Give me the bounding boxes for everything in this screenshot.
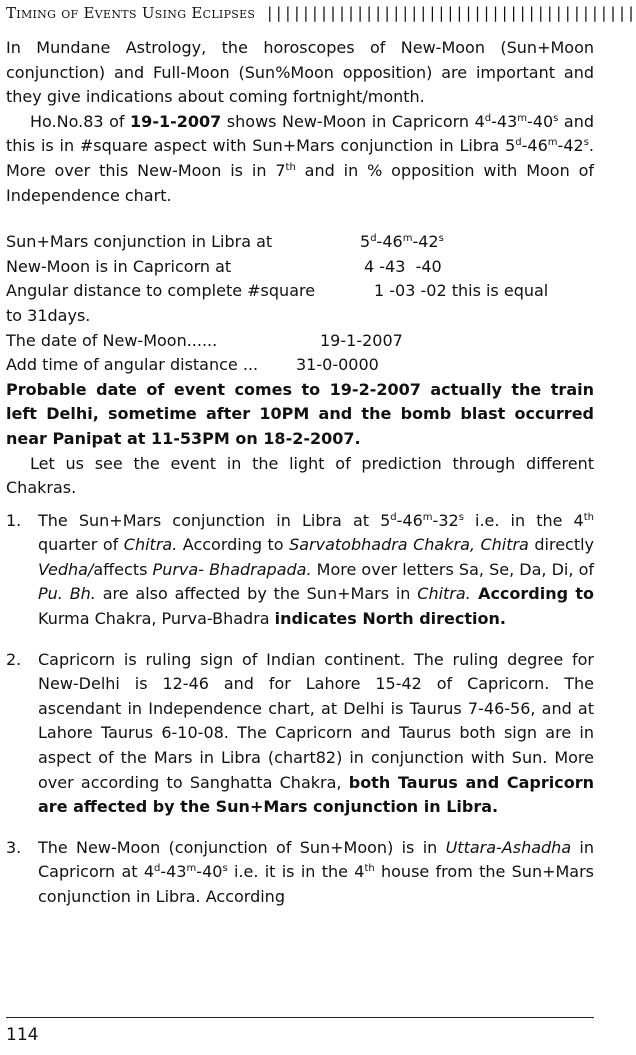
calc-row: New-Moon is in Capricorn at 4 -43 -40 bbox=[6, 256, 442, 276]
paragraph-new-moon: Ho.No.83 of 19-1-2007 shows New-Moon in Capricorn 4$^d$-43$^m$-40$^s$ and this is in #square aspect with Sun+Mars conjunction in Libra 5$^d$-46$^m$-42$^s$. More over this New-Moon is in 7th and in % opposition with Moon of Independence chart. bbox=[6, 111, 595, 205]
calc-row: Angular distance to complete #square 1 -03 -02 this is equal bbox=[6, 281, 549, 301]
paragraph-intro: In Mundane Astrology, the horoscopes of New-Moon (Sun+Moon conjunction) and Full-Moon (Sun%Moon opposition) are important and they give indications about coming fortnight/month. bbox=[6, 38, 594, 107]
page-number: 114 bbox=[6, 1025, 39, 1045]
spacer bbox=[6, 820, 594, 836]
spacer bbox=[6, 501, 594, 509]
paragraph-chakras: Let us see the event in the light of prediction through different Chakras. bbox=[6, 453, 594, 498]
calc-row: to 31days. bbox=[6, 305, 91, 325]
spacer bbox=[6, 632, 594, 648]
header-title: Timing of Events Using Eclipses bbox=[6, 4, 256, 22]
spacer bbox=[6, 208, 594, 230]
page-body bbox=[6, 36, 594, 910]
calc-row: The date of New-Moon...... 19-1-2007 bbox=[6, 330, 403, 350]
running-header bbox=[6, 4, 636, 26]
calc-row: Sun+Mars conjunction in Libra at 5$^d$-46$^m$-42$^s$ bbox=[6, 232, 444, 252]
calc-row: Add time of angular distance ... 31-0-0000 bbox=[6, 355, 379, 375]
header-rule: ||||||||||||||||||||||||||||||||||||||||| bbox=[265, 4, 636, 22]
probable-date-paragraph: Probable date of event comes to 19-2-2007 actually the train left Delhi, sometime after 10PM and the bomb blast occurred near Panipat at 11-53PM on 18-2-2007. bbox=[6, 379, 594, 448]
list-item: 3. The New-Moon (conjunction of Sun+Moon) is in Uttara-Ashadha in Capricorn at 4$^d$-43$^m$-40$^s$ i.e. it is in the 4th house from the Sun+Mars conjunction in Libra. According bbox=[6, 837, 595, 906]
list-item: 2. Capricorn is ruling sign of Indian continent. The ruling degree for New-Delhi is 12-46 and for Lahore 15-42 of Capricorn. The ascendant in Independence chart, at Delhi is Taurus 7-46-56, and at Lahore Taurus 6-10-08. The Capricorn and Taurus both sign are in aspect of the Mars in Libra (chart82) in conjunction with Sun. More over according to Sanghatta Chakra, both Taurus and Capricorn are affected by the Sun+Mars conjunction in Libra. bbox=[6, 649, 594, 817]
footer-rule bbox=[6, 1017, 594, 1018]
list-item: 1. The Sun+Mars conjunction in Libra at 5$^d$-46$^m$-32$^s$ i.e. in the 4th quarter of Chitra. According to Sarvatobhadra Chakra, Chitra directly Vedha/affects Purva- Bhadrapada. More over letters Sa, Se, Da, Di, of Pu. Bh. are also affected by the Sun+Mars in Chitra. According to Kurma Chakra, Purva-Bhadra indicates North direction. bbox=[6, 510, 595, 629]
calculation-block bbox=[6, 230, 594, 378]
